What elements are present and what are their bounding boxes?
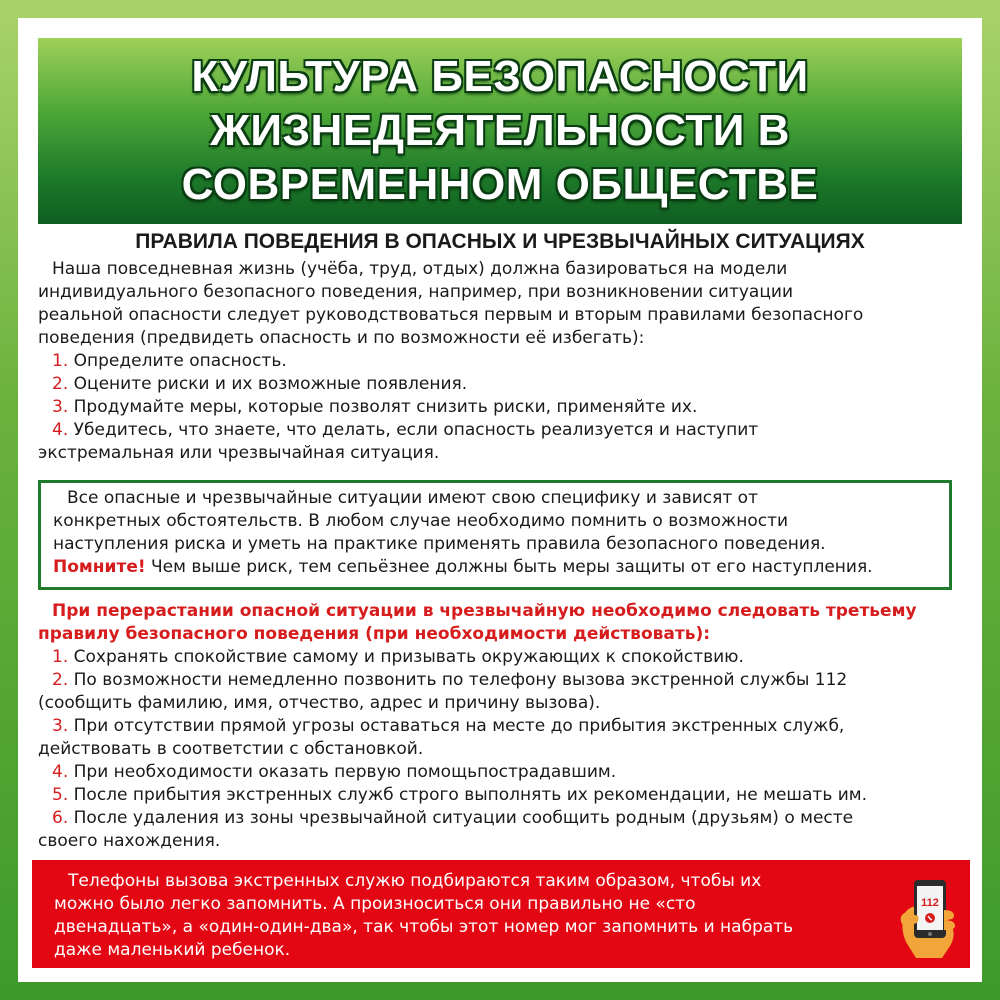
list-item-text: После прибытия экстренных служб строго выполнять их рекомендации, не мешать им.: [73, 785, 868, 805]
list-item-number: 3.: [52, 716, 69, 736]
list-item-text: Сохранять спокойствие самому и призывать окружающих к спокойствию.: [73, 647, 744, 667]
list-item-text: По возможности немедленно позвонить по телефону вызова экстренной службы 112: [73, 670, 848, 690]
list-item: [38, 373, 863, 396]
info-box: [38, 480, 952, 590]
remember-text: Чем выше риск, тем сепьёзнее должны быть меры защиты от его наступления.: [151, 557, 873, 577]
footer-line: можно было легко запомнить. А произноситься они правильно не «сто: [54, 894, 696, 914]
list-item: [38, 419, 863, 442]
header-title-line-3: СОВРЕМЕННОМ ОБЩЕСТВЕ: [181, 160, 819, 209]
intro-line: поведения (предвидеть опасность и по возможности её избегать):: [38, 328, 645, 348]
list-item: [38, 784, 917, 807]
section1-body: [38, 258, 863, 465]
remember-line: [53, 556, 949, 579]
footer-banner: [32, 860, 970, 968]
list-item-number: 4.: [52, 420, 69, 440]
list-item-text: После удаления из зоны чрезвычайной ситуации сообщить родным (друзьям) о месте: [73, 808, 854, 828]
footer-line: двенадцать», а «один-один-два», так чтобы этот номер мог запомнить и набрать: [54, 917, 794, 937]
list-item-number: 3.: [52, 397, 69, 417]
list-item-text: Продумайте меры, которые позволят снизить риски, применяйте их.: [73, 397, 698, 417]
list-item-number: 2.: [52, 374, 69, 394]
phone-number-label: 112: [921, 897, 939, 909]
list-item-number: 4.: [52, 762, 69, 782]
list-item-number: 1.: [52, 351, 69, 371]
list-item-text: Убедитесь, что знаете, что делать, если опасность реализуется и наступит: [73, 420, 759, 440]
section-title: ПРАВИЛА ПОВЕДЕНИЯ В ОПАСНЫХ И ЧРЕЗВЫЧАЙНЫХ СИТУАЦИЯХ: [135, 230, 865, 253]
header-title-line-2: ЖИЗНЕДЕЯТЕЛЬНОСТИ В: [210, 106, 790, 155]
list-item: [38, 646, 917, 669]
list-item-continuation: (сообщить фамилию, имя, отчество, адрес и причину вызова).: [38, 693, 601, 713]
list-item: [38, 761, 917, 784]
header-title-line-1: КУЛЬТУРА БЕЗОПАСНОСТИ: [191, 52, 809, 101]
info-line: Все опасные и чрезвычайные ситуации имеют свою специфику и зависят от: [67, 488, 758, 508]
list-item-text: При необходимости оказать первую помощьпострадавшим.: [73, 762, 617, 782]
intro-line: индивидуального безопасного поведения, например, при возникновении ситуации: [38, 282, 793, 302]
section2-title-line: При перерастании опасной ситуации в чрезвычайную необходимо следовать третьему: [52, 601, 917, 621]
list-item-number: 5.: [52, 785, 69, 805]
list-item: [38, 396, 863, 419]
poster: [18, 18, 982, 982]
phone-in-hand-icon: [898, 876, 962, 960]
list-item: [38, 669, 917, 692]
remember-label: Помните!: [53, 557, 146, 577]
list-item-number: 1.: [52, 647, 69, 667]
intro-line: реальной опасности следует руководствоваться первым и вторым правилами безопасного: [38, 305, 864, 325]
section2-title-line: правилу безопасного поведения (при необходимости действовать):: [38, 624, 711, 644]
list-item-continuation: экстремальная или чрезвычайная ситуация.: [38, 443, 440, 463]
footer-text: [54, 870, 793, 962]
info-line: наступления риска и уметь на практике применять правила безопасного поведения.: [53, 534, 826, 554]
list-item-text: При отсутствии прямой угрозы оставаться на месте до прибытия экстренных служб,: [73, 716, 845, 736]
list-item-number: 2.: [52, 670, 69, 690]
footer-line: Телефоны вызова экстренных служю подбираются таким образом, чтобы их: [68, 871, 762, 891]
list-item-text: Определите опасность.: [73, 351, 287, 371]
list-item-continuation: своего нахождения.: [38, 831, 221, 851]
section2-body: [38, 600, 917, 853]
list-item-number: 6.: [52, 808, 69, 828]
list-item-continuation: действовать в соответстии с обстановкой.: [38, 739, 424, 759]
list-item: [38, 807, 917, 830]
header-banner: [38, 38, 962, 224]
footer-line: даже маленький ребенок.: [54, 940, 291, 960]
list-item: [38, 715, 917, 738]
list-item-text: Оцените риски и их возможные появления.: [73, 374, 468, 394]
info-line: конкретных обстоятельств. В любом случае необходимо помнить о возможности: [53, 511, 789, 531]
list-item: [38, 350, 863, 373]
intro-line: Наша повседневная жизнь (учёба, труд, отдых) должна базироваться на модели: [52, 259, 788, 279]
